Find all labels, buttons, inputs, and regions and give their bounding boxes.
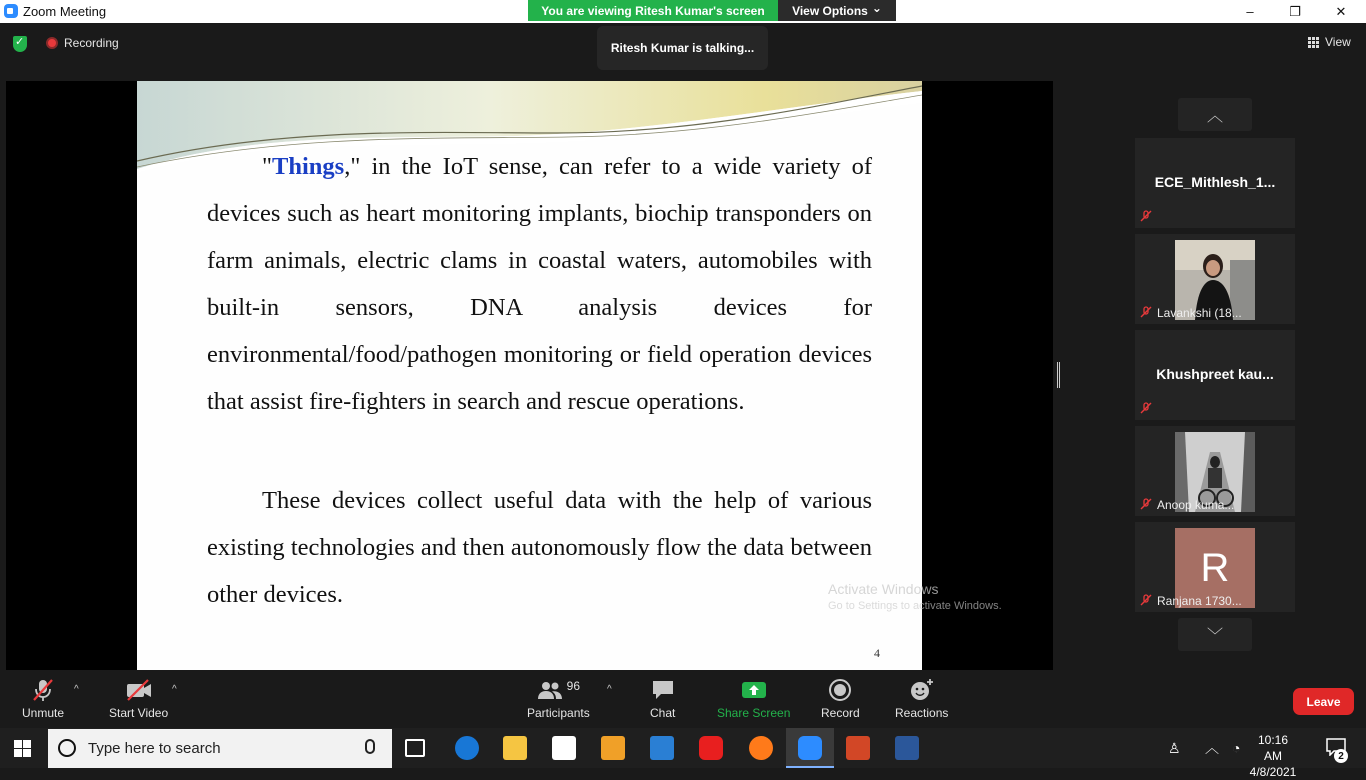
participant-name: Khushpreet kau... (1156, 366, 1274, 382)
start-video-label: Start Video (109, 706, 169, 720)
microphone-icon[interactable] (365, 739, 375, 754)
muted-mic-icon (31, 678, 55, 702)
leave-button[interactable]: Leave (1293, 688, 1354, 715)
people-icon[interactable]: ♙ (1168, 740, 1181, 756)
recording-label[interactable]: Recording (64, 36, 119, 50)
powerpoint-icon[interactable] (846, 736, 870, 760)
slide-page-number: 4 (874, 646, 880, 660)
presentation-slide (137, 81, 922, 670)
participant-tile[interactable] (1135, 522, 1295, 612)
participant-tile[interactable] (1135, 138, 1295, 228)
participant-name: Lavankshi (18... (1157, 306, 1242, 320)
reactions-icon (909, 678, 935, 702)
participant-tile[interactable] (1135, 426, 1295, 516)
gallery-scroll-up-button[interactable]: ︿ (1178, 98, 1252, 131)
clock-date: 4/8/2021 (1249, 765, 1297, 779)
view-label: View (1325, 35, 1351, 49)
share-banner (528, 0, 896, 21)
grid-view-icon (1308, 37, 1319, 48)
chat-label: Chat (650, 706, 676, 720)
panel-resize-handle[interactable] (1057, 362, 1060, 388)
view-button[interactable] (1308, 35, 1351, 49)
file-explorer-icon[interactable] (503, 736, 527, 760)
security-shield-icon[interactable] (13, 36, 27, 52)
active-speaker-label: Ritesh Kumar is talking... (597, 26, 768, 70)
muted-mic-icon (1140, 210, 1152, 222)
share-screen-label: Share Screen (717, 706, 791, 720)
share-screen-icon (741, 680, 767, 700)
window-title: Zoom Meeting (23, 4, 107, 19)
view-options-label: View Options (792, 3, 868, 18)
activate-windows-title: Activate Windows (828, 581, 939, 597)
view-options-button[interactable] (778, 0, 896, 21)
clock-time: 10:16 AM (1257, 733, 1289, 763)
chevron-down-icon: ⌄ (871, 0, 882, 15)
muted-mic-icon (1140, 306, 1152, 318)
record-button[interactable] (821, 678, 860, 720)
chat-button[interactable] (650, 678, 675, 720)
wifi-icon[interactable]: ◔ (1232, 740, 1241, 756)
audio-options-caret[interactable]: ^ (74, 684, 79, 695)
minimize-button[interactable]: – (1246, 4, 1254, 19)
participants-button[interactable] (527, 678, 590, 720)
slide-paragraph-2: These devices collect useful data with the help of various existing technologies and then autonomously flow the data between other devices. (207, 487, 872, 608)
participant-count: 96 (566, 679, 581, 693)
gallery-scroll-down-button[interactable]: ﹀ (1178, 618, 1252, 651)
task-view-icon[interactable] (405, 739, 425, 757)
participant-avatar: R (1175, 528, 1255, 608)
participant-name: Anoop kuma... (1157, 498, 1235, 512)
reactions-button[interactable] (895, 678, 948, 720)
zoom-logo-icon (4, 4, 18, 18)
participant-name: Ranjana 1730... (1157, 594, 1242, 608)
notification-count-badge: 2 (1334, 749, 1348, 763)
mail-icon[interactable] (650, 736, 674, 760)
close-button[interactable]: ✕ (1335, 3, 1347, 19)
firefox-icon[interactable] (749, 736, 773, 760)
cortana-circle-icon (58, 739, 76, 757)
recording-icon (46, 37, 58, 49)
microsoft-store-icon[interactable] (552, 736, 576, 760)
video-off-icon (125, 678, 153, 702)
muted-mic-icon (1140, 498, 1152, 510)
muted-mic-icon (1140, 402, 1152, 414)
video-options-caret[interactable]: ^ (172, 684, 177, 695)
windows-start-icon[interactable] (14, 740, 31, 757)
record-icon (828, 678, 852, 702)
youtube-icon[interactable] (699, 736, 723, 760)
unmute-label: Unmute (22, 706, 65, 720)
participant-name: ECE_Mithlesh_1... (1154, 174, 1276, 190)
restore-button[interactable]: ❐ (1289, 3, 1301, 19)
start-video-button[interactable] (109, 678, 168, 720)
record-label: Record (821, 706, 860, 720)
edge-browser-icon[interactable] (455, 736, 479, 760)
participant-tile[interactable] (1135, 330, 1295, 420)
participants-options-caret[interactable]: ^ (607, 684, 612, 695)
taskbar-clock[interactable] (1248, 732, 1298, 780)
unmute-button[interactable] (22, 678, 64, 720)
participant-tile[interactable] (1135, 234, 1295, 324)
slide-emphasis-things: Things (272, 153, 345, 180)
viewing-screen-label: You are viewing Ritesh Kumar's screen (528, 0, 778, 21)
tray-chevron-up-icon[interactable]: ︿ (1205, 740, 1219, 756)
muted-mic-icon (1140, 594, 1152, 606)
participants-label: Participants (527, 706, 590, 720)
reactions-label: Reactions (895, 706, 949, 720)
taskbar-search-box[interactable] (48, 729, 392, 768)
chat-icon (651, 679, 675, 701)
zoom-taskbar-icon[interactable] (798, 736, 822, 760)
share-screen-button[interactable] (717, 678, 790, 720)
search-placeholder: Type here to search (88, 740, 221, 757)
word-icon[interactable] (895, 736, 919, 760)
slide-paragraph-1: "Things," in the IoT sense, can refer to a wide variety of devices such as heart monitoring implants, biochip transponders on farm animals, electric clams in coastal waters, automobiles with built-in sensors, DNA analysis devices for environmental/food/pathogen monitoring or field operation devices that assist fire-fighters in search and rescue operations. (207, 153, 872, 415)
meeting-controls-bar (0, 670, 1366, 728)
participants-icon (537, 680, 563, 700)
activate-windows-subtitle: Go to Settings to activate Windows. (828, 600, 1002, 612)
media-player-icon[interactable] (601, 736, 625, 760)
